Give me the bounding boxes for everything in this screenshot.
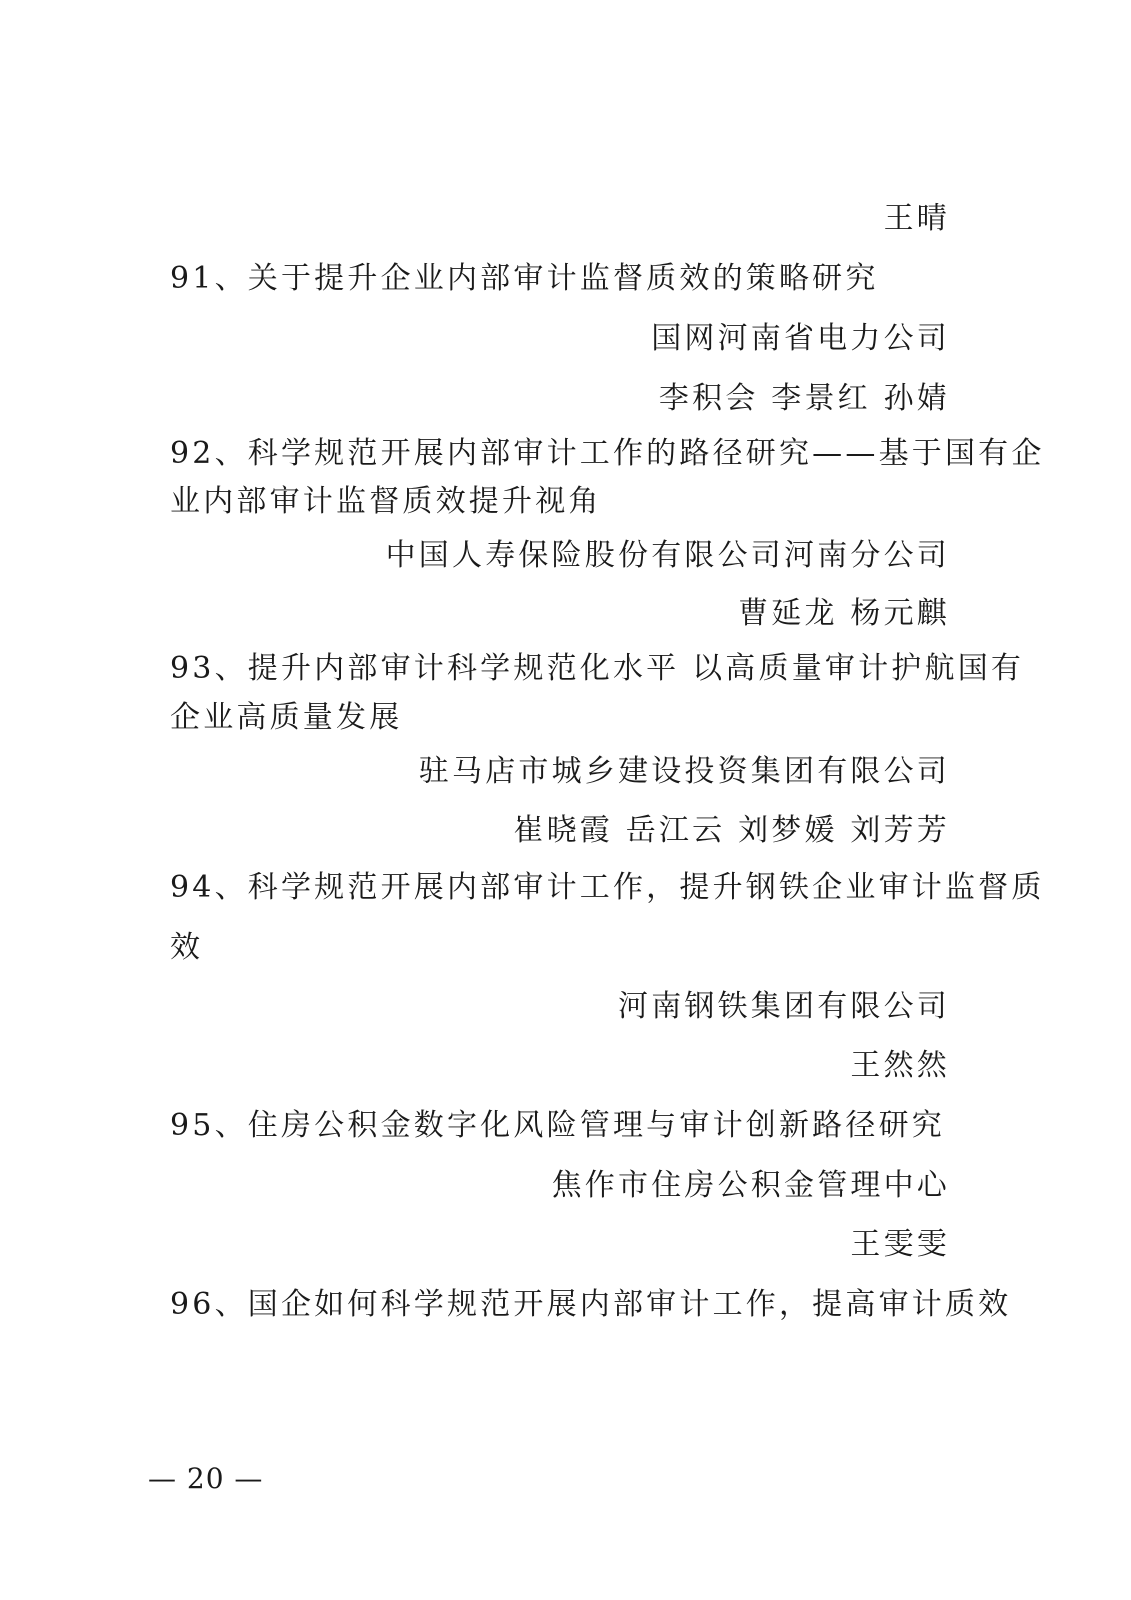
- entry-title-continued: 企业高质量发展: [170, 700, 403, 735]
- entry-title: 93、提升内部审计科学规范化水平 以高质量审计护航国有: [170, 651, 1025, 686]
- organization-name: 焦作市住房公积金管理中心: [551, 1168, 950, 1203]
- author-names: 王然然: [850, 1048, 950, 1083]
- entry-title: 95、住房公积金数字化风险管理与审计创新路径研究: [170, 1108, 945, 1143]
- entry-title-continued: 效: [170, 930, 204, 965]
- author-names: 曹延龙 杨元麒: [738, 596, 950, 631]
- entry-title: 92、科学规范开展内部审计工作的路径研究——基于国有企: [170, 436, 1045, 471]
- author-names: 崔晓霞 岳江云 刘梦媛 刘芳芳: [513, 813, 950, 848]
- organization-name: 中国人寿保险股份有限公司河南分公司: [385, 538, 950, 573]
- author-names: 王晴: [883, 201, 950, 236]
- organization-name: 驻马店市城乡建设投资集团有限公司: [418, 754, 950, 789]
- organization-name: 国网河南省电力公司: [651, 321, 950, 356]
- organization-name: 河南钢铁集团有限公司: [618, 989, 950, 1024]
- author-names: 李积会 李景红 孙婧: [658, 381, 950, 416]
- entry-title: 91、关于提升企业内部审计监督质效的策略研究: [170, 261, 879, 296]
- entry-title: 94、科学规范开展内部审计工作，提升钢铁企业审计监督质: [170, 870, 1045, 905]
- entry-title: 96、国企如何科学规范开展内部审计工作，提高审计质效: [170, 1287, 1012, 1322]
- entry-title-continued: 业内部审计监督质效提升视角: [170, 484, 602, 519]
- author-names: 王雯雯: [850, 1227, 950, 1262]
- page-number: — 20 —: [148, 1462, 264, 1495]
